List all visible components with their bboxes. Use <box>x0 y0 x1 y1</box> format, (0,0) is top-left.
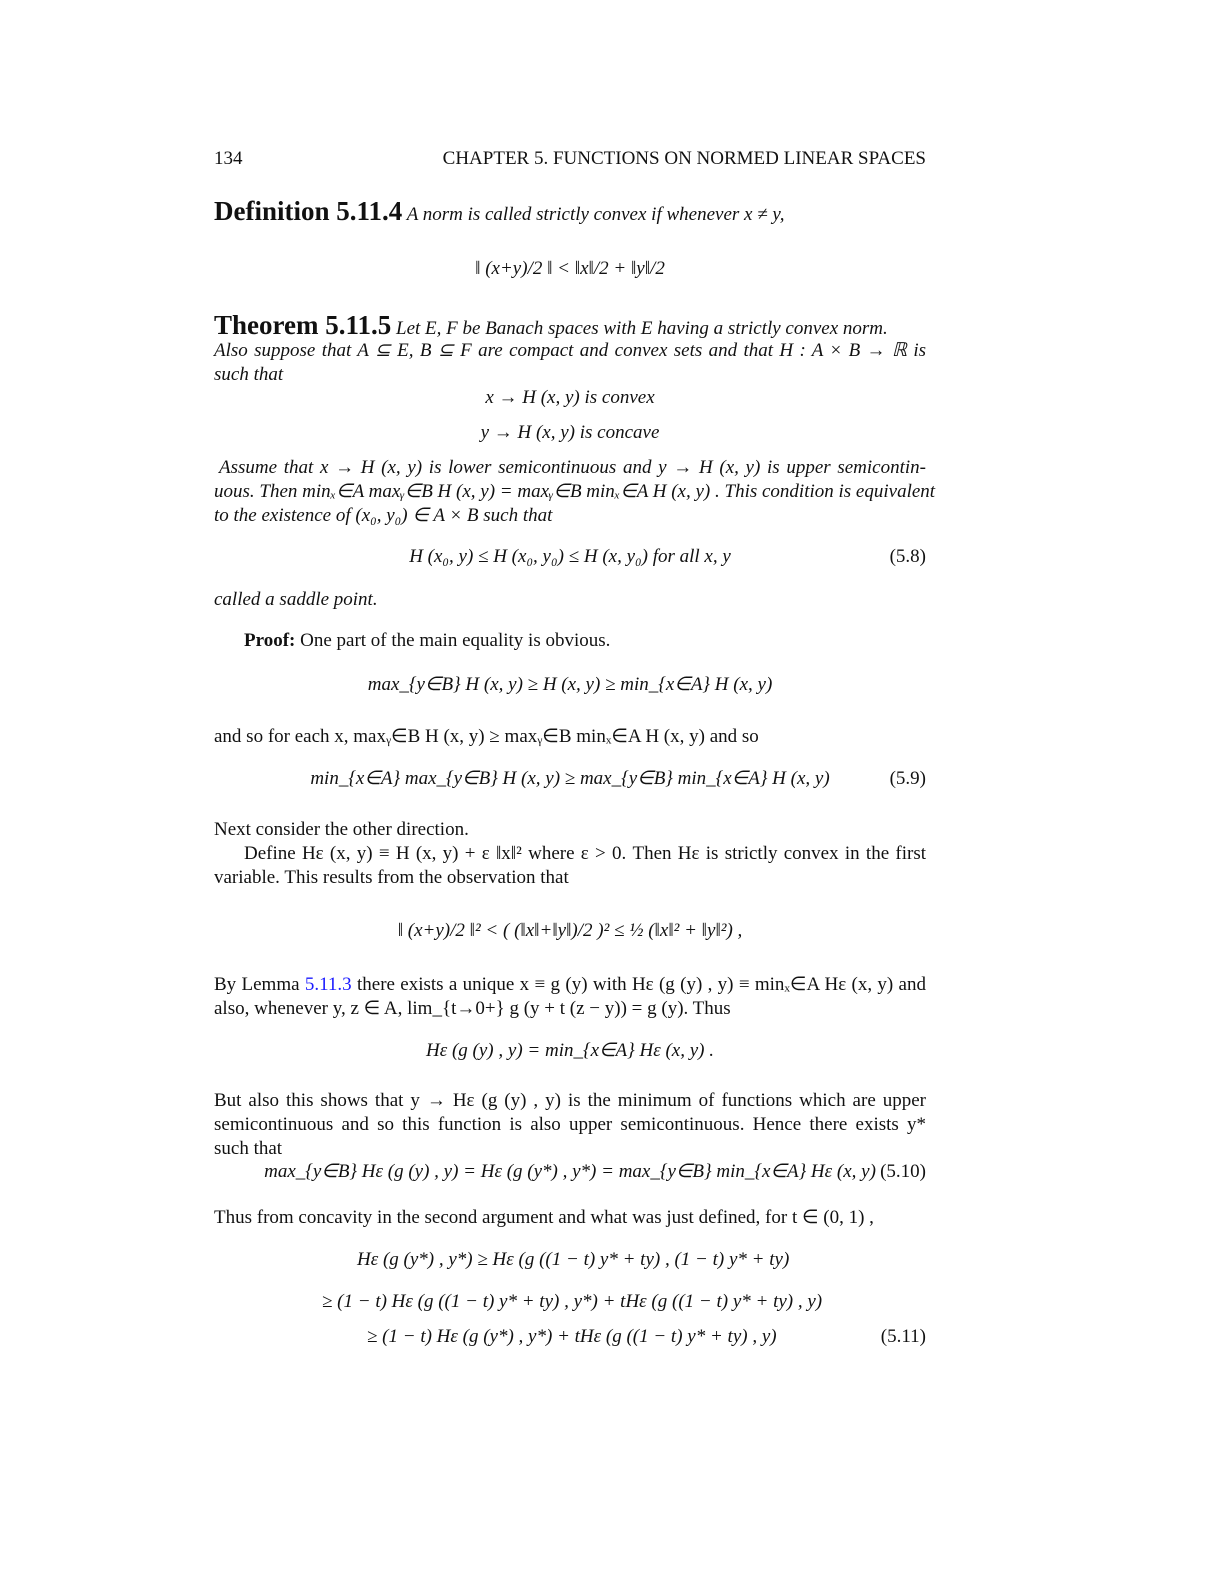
proof-line: also, whenever y, z ∈ A, lim_{t→0+} g (y + t (z − y)) = g (y). Thus <box>214 998 731 1019</box>
proof-line: such that <box>214 1138 283 1159</box>
equation-number: (5.8) <box>889 546 926 567</box>
theorem-line: Also suppose that A ⊆ E, B ⊆ F are compact and convex sets and that H : A × B → ℝ is <box>214 340 926 361</box>
proof-line: variable. This results from the observation that <box>214 867 569 888</box>
proof-line <box>214 974 926 996</box>
proof-line: Thus from concavity in the second argument and what was just defined, for t ∈ (0, 1) , <box>214 1207 874 1228</box>
equation: Hε (g (y) , y) = min_{x∈A} Hε (x, y) . <box>426 1040 714 1061</box>
equation-number: (5.11) <box>880 1326 926 1347</box>
text: there exists a unique x ≡ g (y) with Hε (g (y) , y) ≡ minₓ∈A Hε (x, y) and <box>351 974 926 995</box>
theorem-line: to the existence of (x₀, y₀) ∈ A × B such that <box>214 505 553 526</box>
proof-line: Next consider the other direction. <box>214 819 469 840</box>
theorem-title: Theorem 5.11.5 <box>214 310 392 340</box>
theorem-line: such that <box>214 364 284 385</box>
proof-line: semicontinuous and so this function is also upper semicontinuous. Hence there exists y* <box>214 1114 926 1135</box>
proof-line: But also this shows that y → Hε (g (y) , y) is the minimum of functions which are upper <box>214 1090 926 1111</box>
equation: Hε (g (y*) , y*) ≥ Hε (g ((1 − t) y* + ty) , (1 − t) y* + ty) <box>357 1249 790 1270</box>
saddle-point-text: called a saddle point. <box>214 589 378 610</box>
equation-number: (5.10) <box>880 1161 926 1182</box>
equation: ≥ (1 − t) Hε (g ((1 − t) y* + ty) , y*) + tHε (g ((1 − t) y* + ty) , y) <box>322 1291 823 1312</box>
condition-concave: y → H (x, y) is concave <box>480 422 660 443</box>
theorem-heading <box>214 310 888 340</box>
definition-title: Definition 5.11.4 <box>214 196 403 226</box>
proof-label: Proof: <box>244 630 296 651</box>
text: By Lemma <box>214 974 305 995</box>
equation-5-9: min_{x∈A} max_{y∈B} H (x, y) ≥ max_{y∈B} min_{x∈A} H (x, y) <box>310 768 830 789</box>
theorem-line: uous. Then minₓ∈A maxᵧ∈B H (x, y) = maxᵧ∈B minₓ∈A H (x, y) . This condition is equivalent <box>214 481 936 502</box>
equation: max_{y∈B} H (x, y) ≥ H (x, y) ≥ min_{x∈A} H (x, y) <box>367 674 773 695</box>
running-header: CHAPTER 5. FUNCTIONS ON NORMED LINEAR SPACES <box>442 148 926 169</box>
theorem-text: Let E, F be Banach spaces with E having a strictly convex norm. <box>396 318 888 339</box>
equation-5-8: H (x₀, y) ≤ H (x₀, y₀) ≤ H (x, y₀) for all x, y <box>409 546 731 567</box>
proof-line: and so for each x, maxᵧ∈B H (x, y) ≥ maxᵧ∈B minₓ∈A H (x, y) and so <box>214 726 759 747</box>
lemma-link[interactable]: 5.11.3 <box>304 974 352 995</box>
equation: ‖ (x+y)/2 ‖² < ( (‖x‖+‖y‖)/2 )² ≤ ½ (‖x‖² + ‖y‖²) , <box>397 920 743 941</box>
proof-line: Define Hε (x, y) ≡ H (x, y) + ε ‖x‖² where ε > 0. Then Hε is strictly convex in the first <box>244 843 926 864</box>
equation-5-10: max_{y∈B} Hε (g (y) , y) = Hε (g (y*) , y*) = max_{y∈B} min_{x∈A} Hε (x, y) <box>264 1161 876 1182</box>
definition-formula: ‖ (x+y)/2 ‖ < ‖x‖/2 + ‖y‖/2 <box>475 258 665 279</box>
definition-text: A norm is called strictly convex if whenever x ≠ y, <box>406 204 785 225</box>
page-number: 134 <box>214 148 243 169</box>
theorem-line: Assume that x → H (x, y) is lower semicontinuous and y → H (x, y) is upper semicontin- <box>219 457 926 478</box>
proof-text: One part of the main equality is obvious. <box>300 630 611 651</box>
equation-number: (5.9) <box>889 768 926 789</box>
definition <box>214 196 785 226</box>
proof-line <box>244 630 610 652</box>
equation-5-11: ≥ (1 − t) Hε (g (y*) , y*) + tHε (g ((1 − t) y* + ty) , y) <box>367 1326 777 1347</box>
condition-convex: x → H (x, y) is convex <box>485 387 655 408</box>
